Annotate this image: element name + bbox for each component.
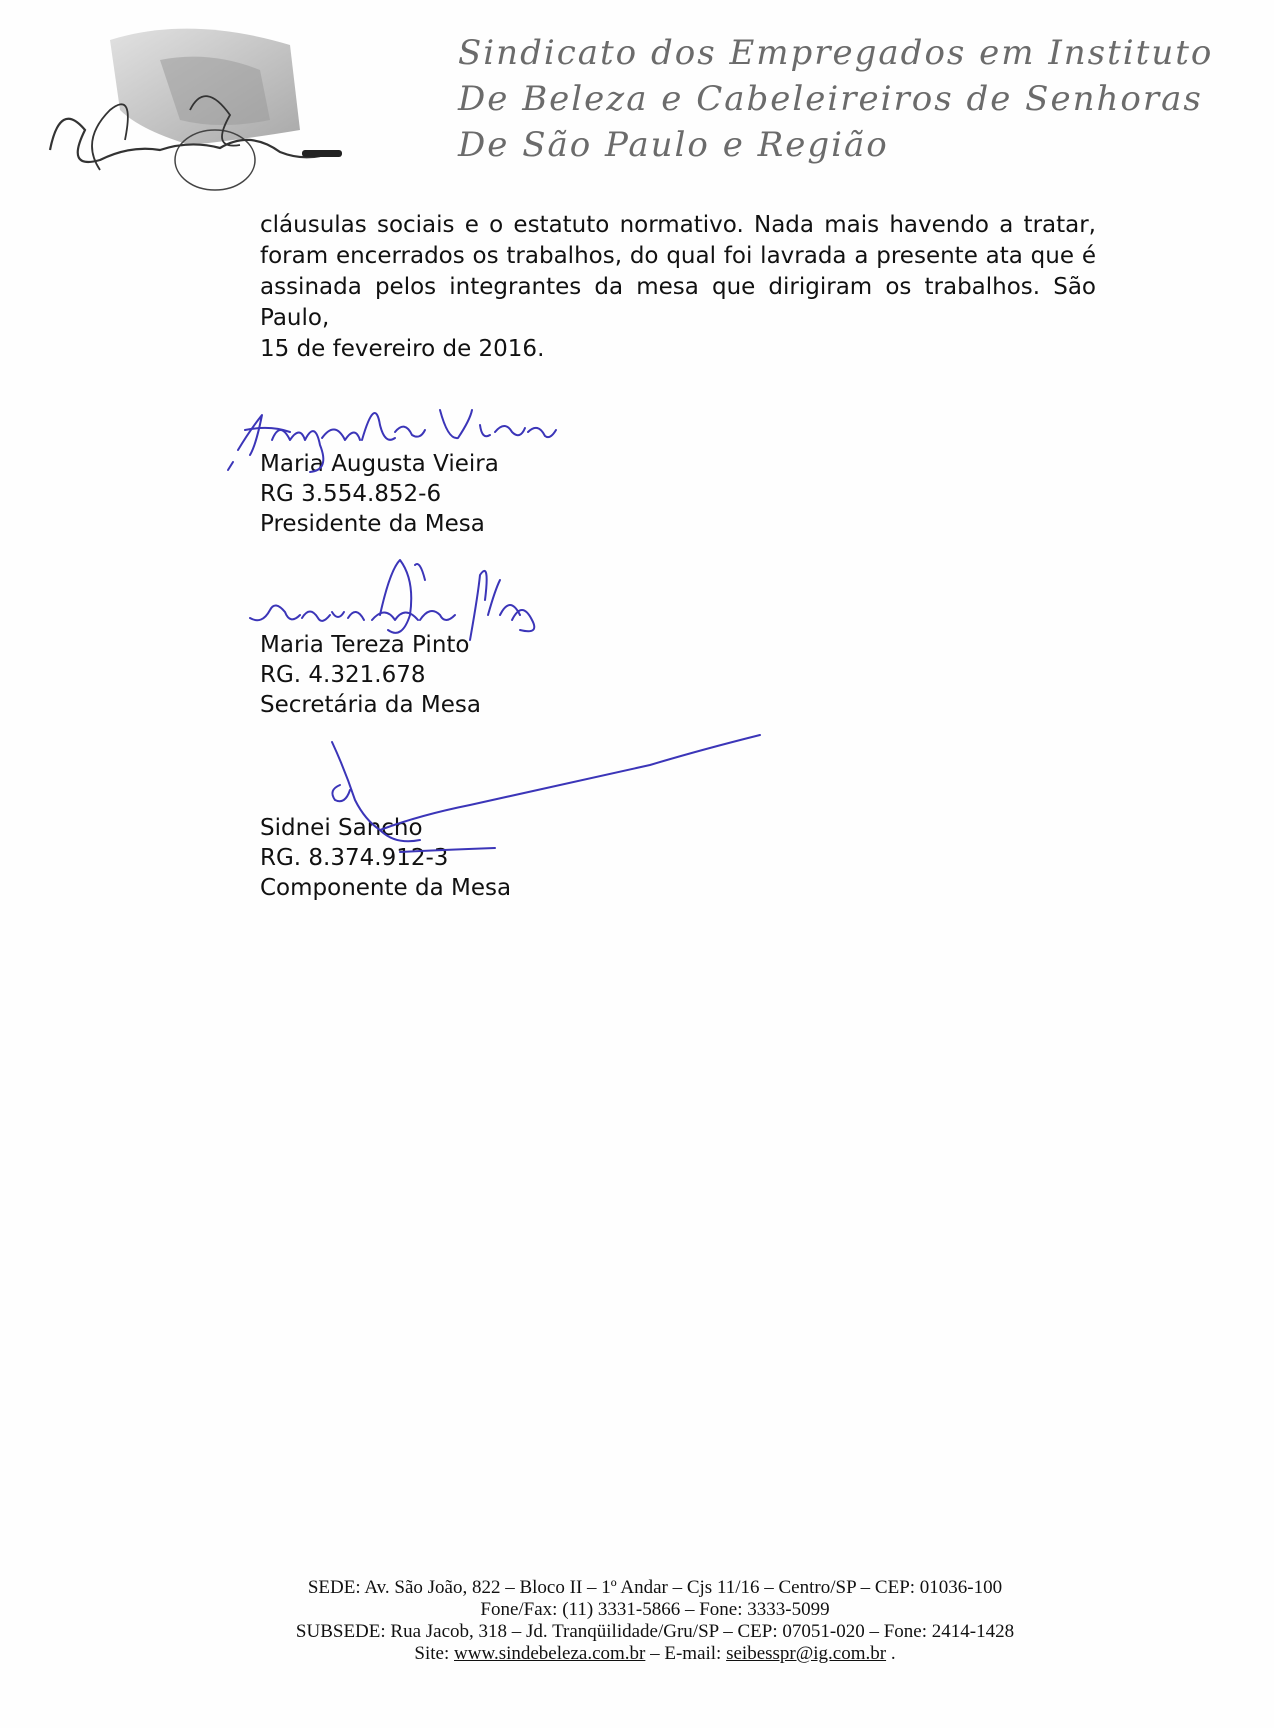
closing-paragraph-text: cláusulas sociais e o estatuto normativo. Nada mais havendo a tratar, foram encerrados os trabalhos, do qual foi lavrada a presente ata que é assinada pelos integrantes da mesa que dirigiram os trabalhos. São Paulo,: [260, 212, 1096, 331]
signatory-id: RG 3.554.852-6: [260, 481, 442, 507]
letterhead-line-1: Sindicato dos Empregados em Instituto: [458, 33, 1214, 73]
footer-contact: [230, 1643, 1080, 1665]
closing-date: 15 de fevereiro de 2016.: [260, 336, 545, 362]
signatory-id: RG. 8.374.912-3: [260, 845, 449, 871]
signatory-role: Componente da Mesa: [260, 875, 512, 901]
signatory-name: Sidnei Sancho: [260, 815, 423, 841]
signatory-name: Maria Tereza Pinto: [260, 632, 470, 658]
signature-maria-tereza-pinto: [250, 560, 534, 640]
footer-site-label: Site:: [414, 1643, 450, 1664]
footer-email-link[interactable]: seibesspr@ig.com.br: [726, 1643, 887, 1664]
footer-address-sede: SEDE: Av. São João, 822 – Bloco II – 1º Andar – Cjs 11/16 – Centro/SP – CEP: 01036-100: [307, 1577, 1003, 1598]
signatory-name: Maria Augusta Vieira: [260, 451, 499, 477]
signatory-role: Presidente da Mesa: [260, 511, 485, 537]
signatory-id: RG. 4.321.678: [260, 662, 426, 688]
letterhead-line-3: De São Paulo e Região: [458, 125, 889, 165]
letterhead-line-2: De Beleza e Cabeleireiros de Senhoras: [458, 79, 1203, 119]
signatory-role: Secretária da Mesa: [260, 692, 481, 718]
signatory-2: [260, 630, 481, 720]
signatory-3: [260, 813, 511, 903]
footer-site-link[interactable]: www.sindebeleza.com.br: [454, 1643, 646, 1664]
signatory-1: [260, 449, 499, 539]
letterhead-footer: [230, 1577, 1080, 1665]
footer-address-subsede: SUBSEDE: Rua Jacob, 318 – Jd. Tranqüilidade/Gru/SP – CEP: 07051-020 – Fone: 2414-1428: [295, 1621, 1015, 1642]
footer-phones: Fone/Fax: (11) 3331-5866 – Fone: 3333-5099: [480, 1599, 830, 1620]
footer-end: .: [890, 1643, 896, 1664]
letterhead-title: [458, 30, 1214, 168]
closing-paragraph: [260, 210, 1096, 365]
sindebeleza-logo: [40, 20, 360, 210]
footer-email-label: – E-mail:: [650, 1643, 722, 1664]
